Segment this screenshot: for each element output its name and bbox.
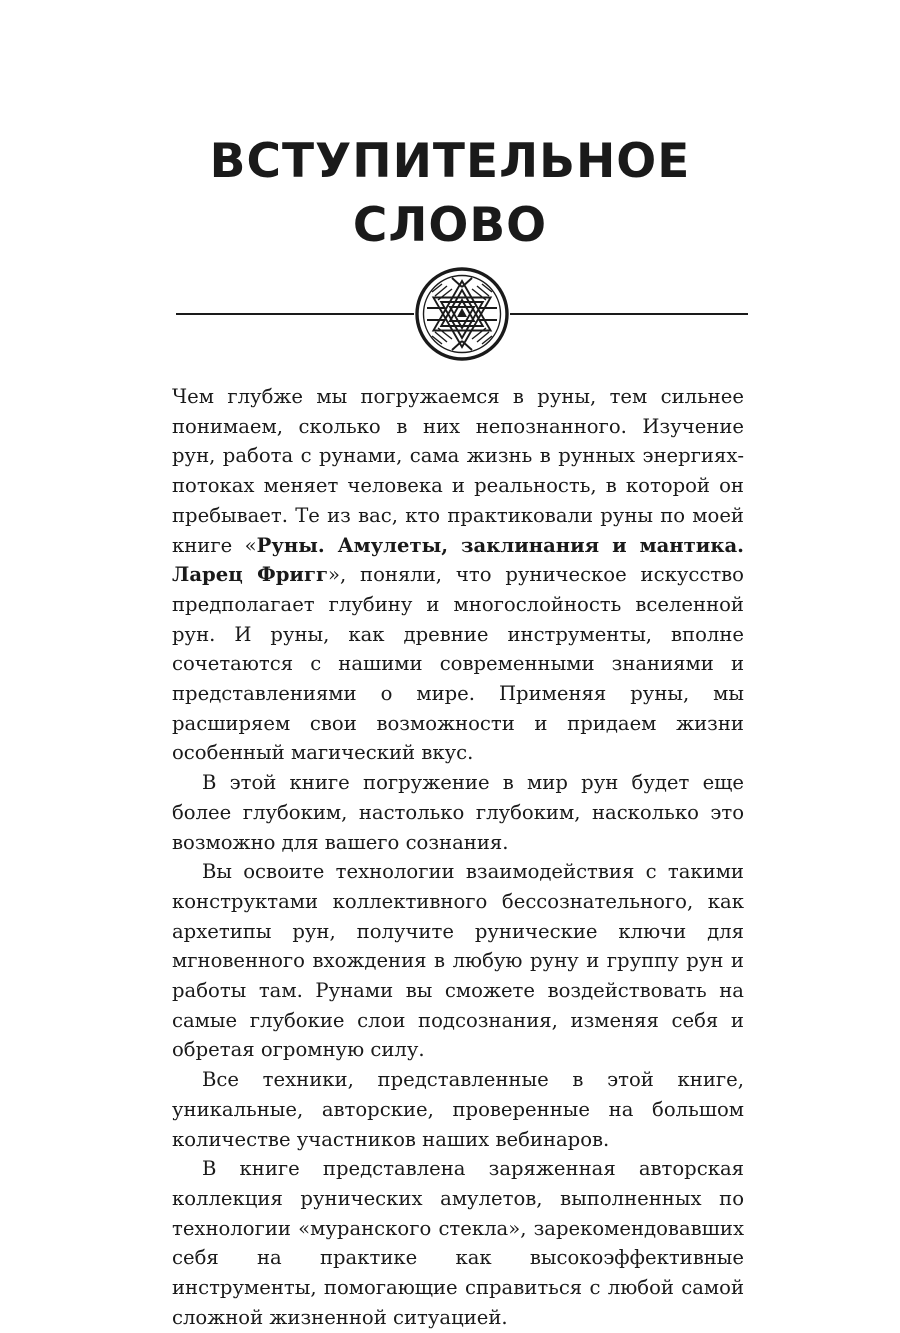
book-title-reference: Руны. Амулеты, заклинания и мантика. Ларец Фригг	[172, 533, 744, 587]
paragraph-3: Вы освоите технологии взаимодействия с такими конструктами коллективного бессознательного, как архетипы рун, получите рунические ключи для мгновенного вхождения в любую руну и группу рун и работы там. Рунами вы сможете воздействовать на самые глубокие слои подсознания, изменяя себя и обретая огромную силу.	[172, 860, 744, 1062]
paragraph-1-text-end: », поняли, что руническое искусство предполагает глубину и многослойность вселенной рун. И руны, как древние инструменты, вполне сочетаются с нашими современными знаниями и представлениями о мире. Применяя руны, мы расширяем свои возможности и придаем жизни особенный магический вкус.	[172, 563, 744, 765]
page-title	[0, 130, 900, 258]
title-ornament	[176, 266, 748, 362]
paragraph-2: В этой книге погружение в мир рун будет еще более глубоким, настолько глубоким, насколько это возможно для вашего сознания.	[172, 771, 744, 854]
paragraph-5: В книге представлена заряженная авторская коллекция рунических амулетов, выполненных по технологии «муранского стекла», зарекомендовавших себя на практике как высокоэффективные инструменты, помогающие справиться с любой самой сложной жизненной ситуацией.	[172, 1157, 744, 1329]
paragraph-1	[172, 382, 744, 768]
paragraph-1-text-start: Чем глубже мы погружаемся в руны, тем сильнее понимаем, сколько в них непознанного. Изучение рун, работа с рунами, сама жизнь в рунных энергиях-потоках меняет человека и реальность, в которой он пребывает. Те из вас, кто практиковали руны по моей книге «	[172, 385, 744, 557]
intro-text	[172, 382, 744, 1333]
title-line-1: ВСТУПИТЕЛЬНОЕ	[209, 134, 691, 189]
paragraph-4: Все техники, представленные в этой книге, уникальные, авторские, проверенные на большом количестве участников наших вебинаров.	[172, 1068, 744, 1151]
title-line-2: СЛОВО	[352, 198, 548, 253]
rune-star-emblem-icon	[417, 269, 507, 359]
